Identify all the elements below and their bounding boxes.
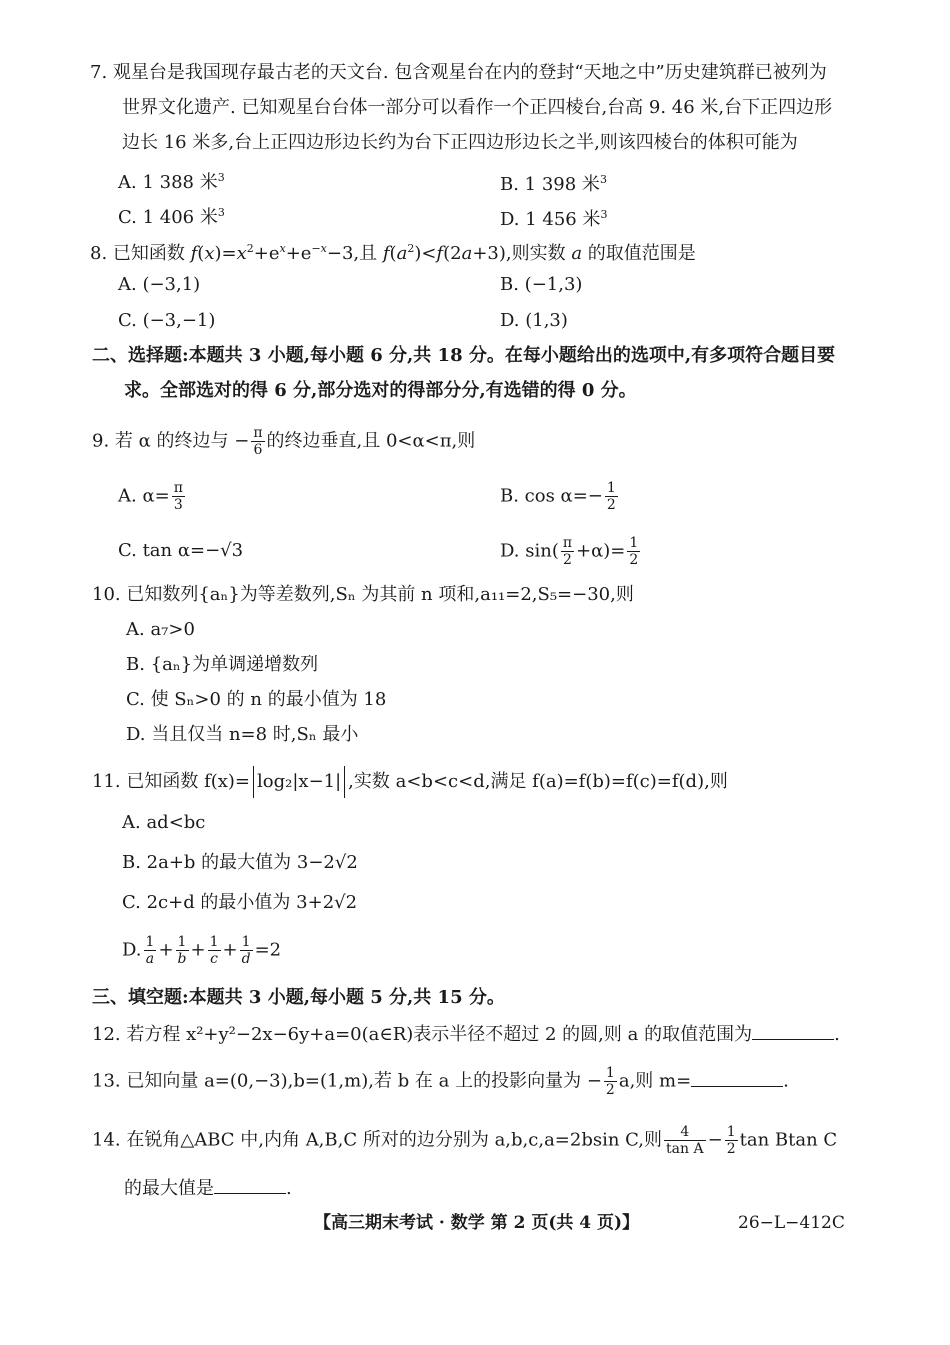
q7-option-b: B. 1 398 米$^3$ bbox=[500, 173, 607, 195]
q11-option-c: C. 2c+d 的最小值为 3+2√2 bbox=[122, 892, 358, 913]
q10-option-d: D. 当且仅当 n=8 时,Sₙ 最小 bbox=[126, 724, 359, 745]
q9-option-a: A. α= $\frac{\pi}{3}$ bbox=[118, 480, 183, 513]
q8-stem: 8. 已知函数 $f(x)=x^2+e^x+e^{-x}-3$,且 $f(a^2)<f(2a+3)$,则实数 a 的取值范围是 bbox=[90, 242, 696, 264]
q10-option-b: B. {aₙ}为单调递增数列 bbox=[126, 654, 319, 675]
footer-title: 【高三期末考试 · 数学 第 2 页(共 4 页)】 bbox=[314, 1213, 640, 1233]
q7-line-2: 世界文化遗产. 已知观星台台体一部分可以看作一个正四棱台,台高 9. 46 米,台下正四边形 bbox=[122, 97, 833, 118]
q11-option-b: B. 2a+b 的最大值为 3−2√2 bbox=[122, 852, 358, 873]
section-3-heading: 三、填空题:本题共 3 小题,每小题 5 分,共 15 分。 bbox=[92, 987, 505, 1008]
q7-line-1: 7. 观星台是我国现存最古老的天文台. 包含观星台在内的登封“天地之中”历史建筑群已被列为 bbox=[90, 62, 827, 83]
q13-answer-blank[interactable] bbox=[691, 1066, 783, 1087]
q11-option-d: D. $\frac{1}{a}$ + $\frac{1}{b}$ + $\frac{1}{c}$ + $\frac{1}{d}$ =2 bbox=[122, 934, 282, 967]
abs-bar-left bbox=[253, 766, 254, 798]
q7-option-c: C. 1 406 米$^3$ bbox=[118, 206, 225, 228]
q12-answer-blank[interactable] bbox=[752, 1019, 834, 1040]
section-2-heading-line-2: 求。全部选对的得 6 分,部分选对的得部分分,有选错的得 0 分。 bbox=[124, 380, 637, 401]
q11-option-a: A. ad<bc bbox=[122, 812, 206, 833]
q9-option-b: B. cos α=− $\frac{1}{2}$ bbox=[500, 480, 616, 513]
q8-option-c: C. (−3,−1) bbox=[118, 310, 216, 331]
q7-option-d: D. 1 456 米$^3$ bbox=[500, 208, 608, 230]
q12-stem: 12. 若方程 x²+y²−2x−6y+a=0(a∈R)表示半径不超过 2 的圆,则 a 的取值范围为 . bbox=[92, 1019, 840, 1048]
q8-option-b: B. (−1,3) bbox=[500, 274, 583, 295]
abs-bar-right bbox=[344, 766, 345, 798]
q14-line-2: 的最大值是 . bbox=[124, 1173, 292, 1202]
q9-stem: 9. 若 α 的终边与 − $\frac{\pi}{6}$ 的终边垂直,且 0<α<π,则 bbox=[92, 425, 476, 458]
section-2-heading-line-1: 二、选择题:本题共 3 小题,每小题 6 分,共 18 分。在每小题给出的选项中,有多项符合题目要 bbox=[92, 345, 836, 366]
q8-option-a: A. (−3,1) bbox=[118, 274, 201, 295]
q11-stem: 11. 已知函数 f(x)= log₂|x−1| ,实数 a<b<c<d,满足 f(a)=f(b)=f(c)=f(d),则 bbox=[92, 766, 728, 798]
q10-option-c: C. 使 Sₙ>0 的 n 的最小值为 18 bbox=[126, 689, 387, 710]
q7-option-a: A. 1 388 米$^3$ bbox=[118, 171, 225, 193]
q10-stem: 10. 已知数列{aₙ}为等差数列,Sₙ 为其前 n 项和,a₁₁=2,S₅=−30,则 bbox=[92, 584, 634, 605]
q9-option-d: D. sin( $\frac{\pi}{2}$ +α)= $\frac{1}{2}$ bbox=[500, 535, 639, 568]
q14-answer-blank[interactable] bbox=[214, 1173, 286, 1194]
q13-stem: 13. 已知向量 a=(0,−3),b=(1,m),若 b 在 a 上的投影向量为 − $\frac{1}{2}$ a,则 m= . bbox=[92, 1065, 789, 1098]
q8-option-d: D. (1,3) bbox=[500, 310, 568, 331]
q10-option-a: A. a₇>0 bbox=[126, 619, 195, 640]
q14-stem: 14. 在锐角△ABC 中,内角 A,B,C 所对的边分别为 a,b,c,a=2bsin C,则 $\frac{4}{\text{tan A}}$ − $\frac{1}{2}$ tan Btan C bbox=[92, 1124, 838, 1157]
footer-code: 26−L−412C bbox=[738, 1213, 845, 1233]
q7-line-3: 边长 16 米多,台上正四边形边长约为台下正四边形边长之半,则该四棱台的体积可能为 bbox=[122, 132, 798, 153]
q9-option-c: C. tan α=−√3 bbox=[118, 540, 244, 561]
